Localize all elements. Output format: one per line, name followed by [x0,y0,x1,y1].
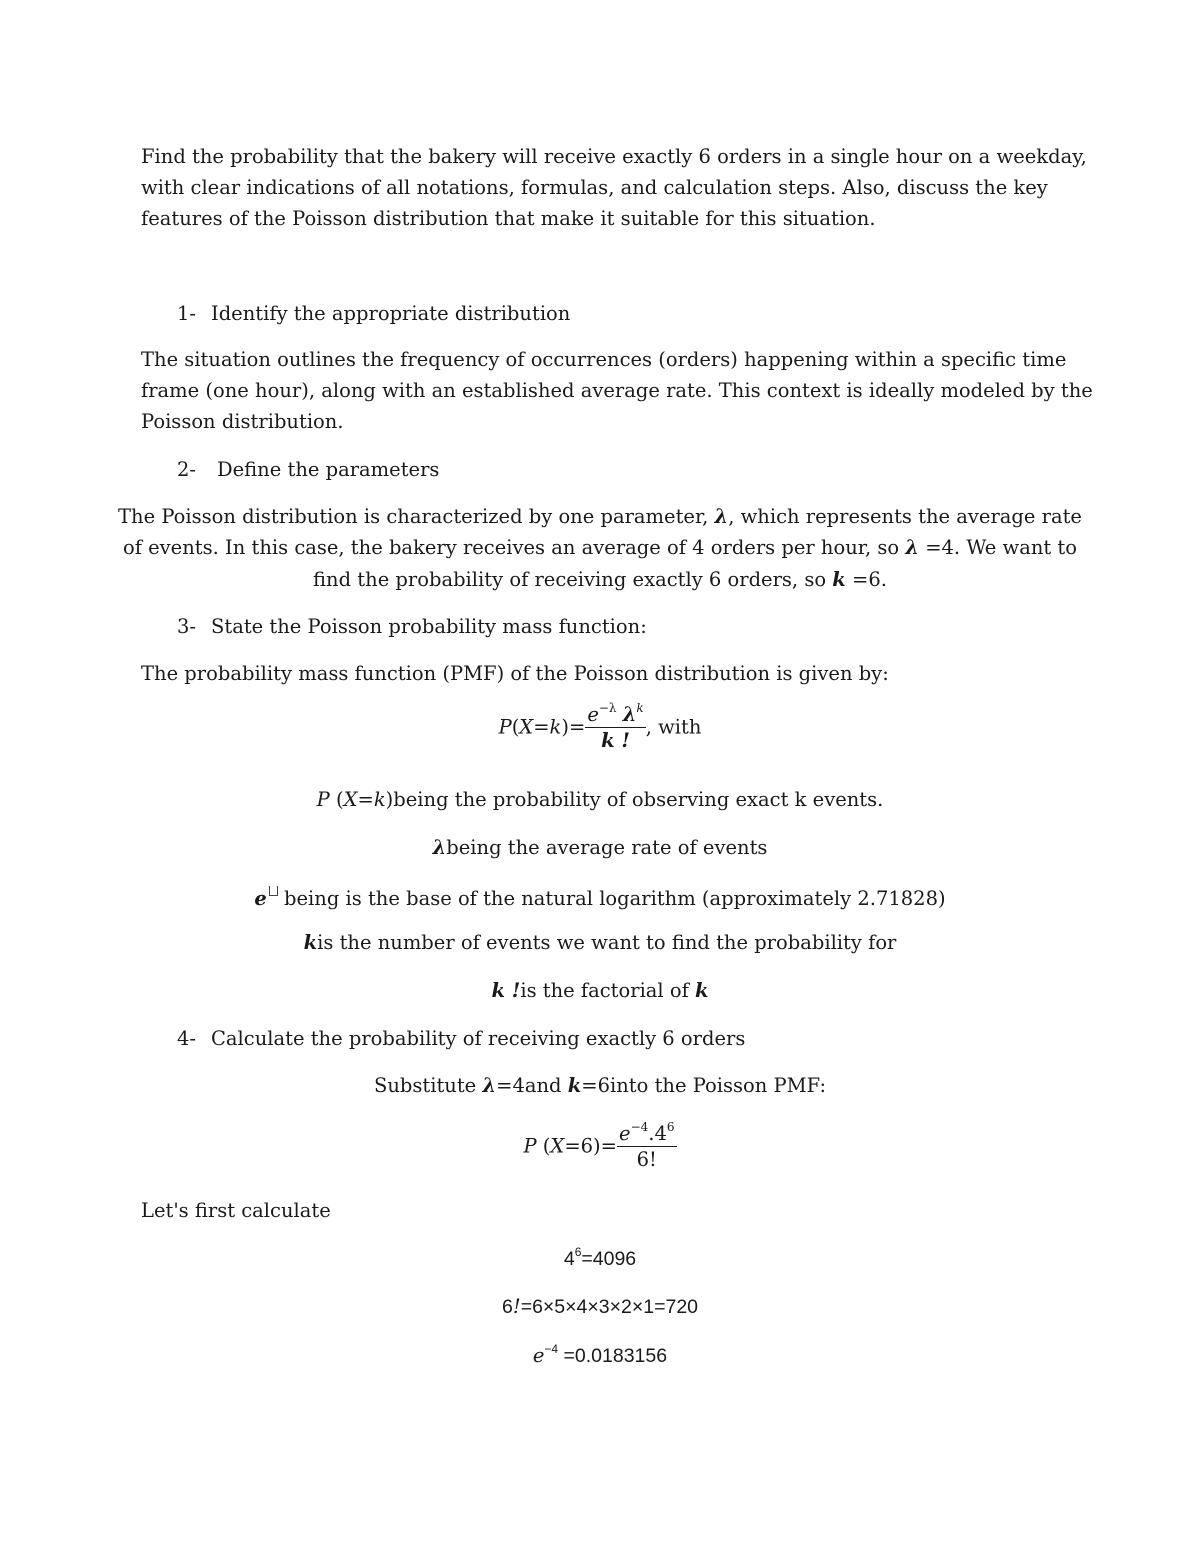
calc-power: $4^6=4096$ [563,1245,637,1270]
step2-heading [177,458,440,481]
pmf-suffix: , with [645,715,702,739]
step3-intro: The probability mass function (PMF) of the Poisson distribution is given by: [141,662,889,685]
step2-title: Define the parameters [217,458,440,481]
substitute-text-b: =4and [496,1074,562,1097]
step1-body-2: frame (one hour), along with an established average rate. This context is ideally modeled by the [141,379,1093,402]
pmf-lhs: P [498,715,512,739]
def-k-text: is the number of events we want to find the probability for [317,931,897,954]
step3-number: 3- [177,615,196,638]
step2-body-1 [0,507,1200,527]
step2-text-a: The Poisson distribution is characterized by one parameter, [118,505,709,528]
step2-body-2 [0,538,1200,558]
step3-title: State the Poisson probability mass function: [211,615,647,638]
calc-exponential-value: =0.0183156 [563,1345,668,1367]
def-kfact-text: is the factorial of [520,979,689,1002]
step4-number: 4- [177,1027,196,1050]
def-k: kis the number of events we want to find the probability for [303,931,897,954]
step2-text-d: =4. We want to [925,536,1078,559]
calc-exponential: $e^{-4} =0.0183156$ [532,1342,668,1367]
def-p-text: being the probability of observing exact k events. [393,788,884,811]
def-e-text: being is the base of the natural logarithm (approximately 2.71828) [284,887,946,910]
step2-text-e: find the probability of receiving exactly 6 orders, so [313,568,827,591]
def-kfact: k !is the factorial of k [491,979,709,1002]
step1-body-3: Poisson distribution. [141,410,344,433]
intro-line-2: with clear indications of all notations, formulas, and calculation steps. Also, discuss the key [141,176,1048,199]
k-symbol: k [832,568,846,591]
pmf-formula: P(X=k)= $\frac{e^{-\lambda} \lambda^k}{k !}$ , with [498,701,702,753]
lambda-symbol: λ [905,536,919,559]
def-p: P (X=k)being the probability of observing exact k events. [316,788,884,811]
placeholder-box-icon [269,886,278,896]
step1-heading [177,302,571,325]
substituted-formula: P (X=6)= $\frac{e^{-4}.4^6}{6!}$ [523,1120,675,1172]
substitute-line: Substitute λ=4and k=6into the Poisson PMF: [373,1074,827,1097]
step3-heading [177,615,647,638]
def-lambda: λbeing the average rate of events [432,836,768,859]
calc-power-value: =4096 [581,1248,637,1270]
step2-body-3 [0,570,1200,590]
step1-number: 1- [177,302,196,325]
def-e: e being is the base of the natural logarithm (approximately 2.71828) [254,887,946,910]
step2-number: 2- [177,458,196,481]
intro-line-3: features of the Poisson distribution that make it suitable for this situation. [141,207,876,230]
step4-heading [177,1027,746,1050]
pmf-fraction: $\frac{e^{-\lambda} \lambda^k}{k !}$ [587,701,644,753]
intro-line-1: Find the probability that the bakery will receive exactly 6 orders in a single hour on a weekday, [141,145,1087,168]
step2-text-c: of events. In this case, the bakery receives an average of 4 orders per hour, so [122,536,900,559]
calc-factorial-value: =6×5×4×3×2×1=720 [520,1296,699,1318]
step4-title: Calculate the probability of receiving exactly 6 orders [211,1027,746,1050]
substituted-fraction: $\frac{e^{-4}.4^6}{6!}$ [619,1120,675,1172]
step1-body-1: The situation outlines the frequency of occurrences (orders) happening within a specific time [141,348,1067,371]
lambda-symbol: λ [714,505,729,528]
def-lambda-text: being the average rate of events [446,836,768,859]
calc-factorial: 6!=6×5×4×3×2×1=720 [501,1295,699,1318]
step1-title: Identify the appropriate distribution [211,302,571,325]
substitute-text-a: Substitute [373,1074,477,1097]
step2-text-b: , which represents the average rate [728,505,1082,528]
substitute-text-c: =6into the Poisson PMF: [581,1074,827,1097]
step2-text-f: =6. [852,568,887,591]
first-calc-label: Let's first calculate [141,1199,331,1222]
